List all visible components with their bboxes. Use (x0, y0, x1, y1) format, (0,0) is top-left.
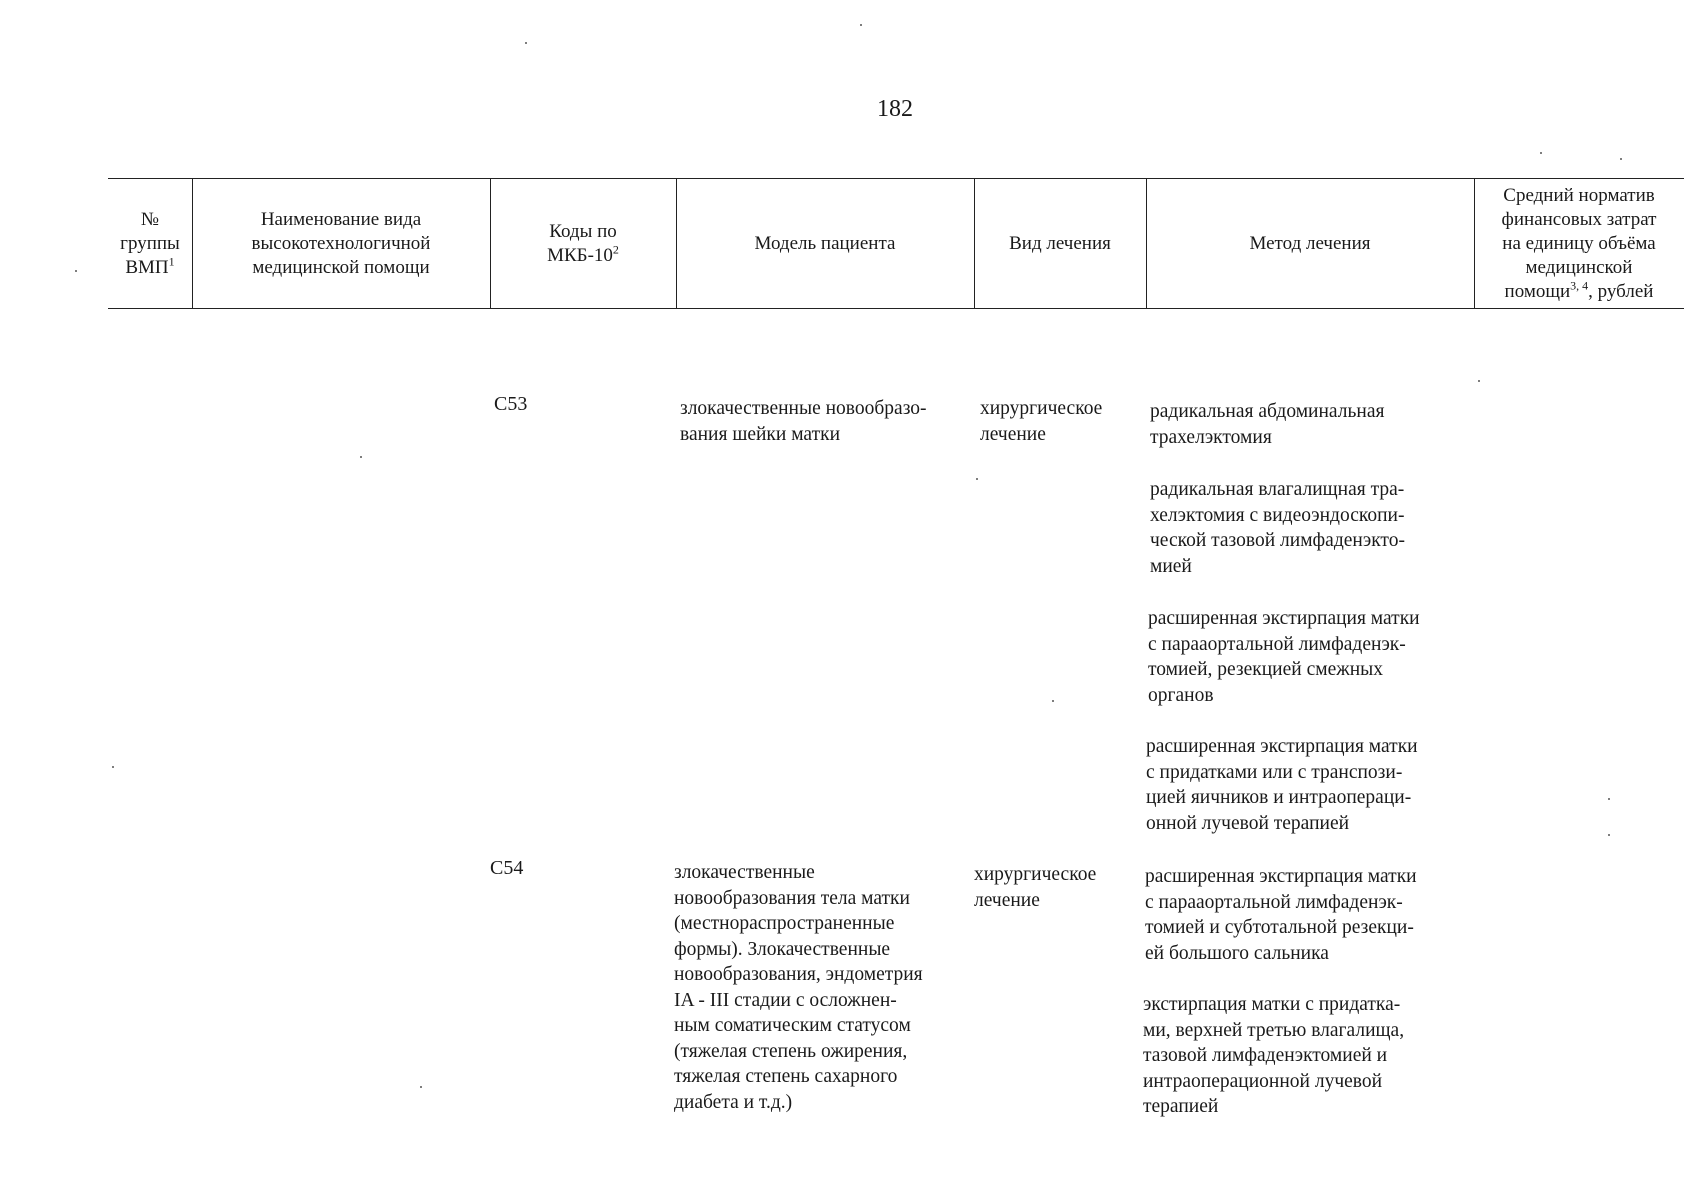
treatment-type-c54: хирургическое лечение (974, 864, 1097, 911)
scan-speck (860, 24, 862, 26)
scan-speck (75, 270, 77, 272)
scan-speck (525, 42, 527, 44)
scan-speck (360, 456, 362, 458)
header-care-type-name: Наименование вида высокотехнологичной медицинской помощи (251, 208, 431, 278)
scan-speck (1540, 152, 1542, 154)
scan-speck (1608, 798, 1610, 800)
scan-speck (1052, 700, 1054, 702)
page-number: 182 (877, 96, 913, 122)
patient-model-c53: злокачественные новообразо- вания шейки матки (680, 398, 927, 445)
treatment-method: расширенная экстирпация матки с парааортальной лимфаденэк- томией, резекцией смежных органов (1148, 608, 1420, 706)
header-icd-codes: Коды по МКБ-$10^2$ (547, 220, 619, 266)
treatment-type-c53: хирургическое лечение (980, 398, 1103, 445)
scan-speck (1620, 158, 1622, 160)
patient-model-c54: злокачественные новообразования тела матки (местнораспространенные формы). Злокачественные новообразования, эндометрия IA - III стадии с осложнен- ным соматическим статусом (тяжелая степень ожирения, тяжелая степень сахарного диабета и т.д.) (674, 862, 923, 1113)
scan-speck (976, 478, 978, 480)
header-treatment-method: Метод лечения (1249, 232, 1371, 254)
treatment-method: радикальная абдоминальная трахелэктомия (1150, 401, 1385, 448)
header-patient-model: Модель пациента (754, 232, 896, 254)
treatment-method: радикальная влагалищная тра- хелэктомия с видеоэндоскопи- ческой тазовой лимфаденэкто- мией (1150, 479, 1405, 577)
scan-speck (112, 766, 114, 768)
scan-speck (1478, 380, 1480, 382)
treatment-method: расширенная экстирпация матки с парааортальной лимфаденэк- томией и субтотальной резекци- ей большого сальника (1145, 866, 1417, 964)
scan-speck (420, 1086, 422, 1088)
header-cost-standard: Средний норматив финансовых затрат на единицу объёма медицинской помощи$^{3, 4}$, рублей (1501, 184, 1657, 302)
table-header (108, 178, 1684, 310)
treatment-method: экстирпация матки с придатка- ми, верхней третью влагалища, тазовой лимфаденэктомией и интраоперационной лучевой терапией (1143, 994, 1405, 1117)
header-group-number: № группы ВМП$^1$ (120, 208, 180, 278)
header-treatment-type: Вид лечения (1009, 232, 1111, 254)
icd-code-c53: C53 (494, 393, 528, 415)
scan-speck (1608, 834, 1610, 836)
treatment-method: расширенная экстирпация матки с придатками или с транспози- цией яичников и интраопераци- онной лучевой терапией (1146, 736, 1418, 834)
icd-code-c54: C54 (490, 857, 524, 879)
